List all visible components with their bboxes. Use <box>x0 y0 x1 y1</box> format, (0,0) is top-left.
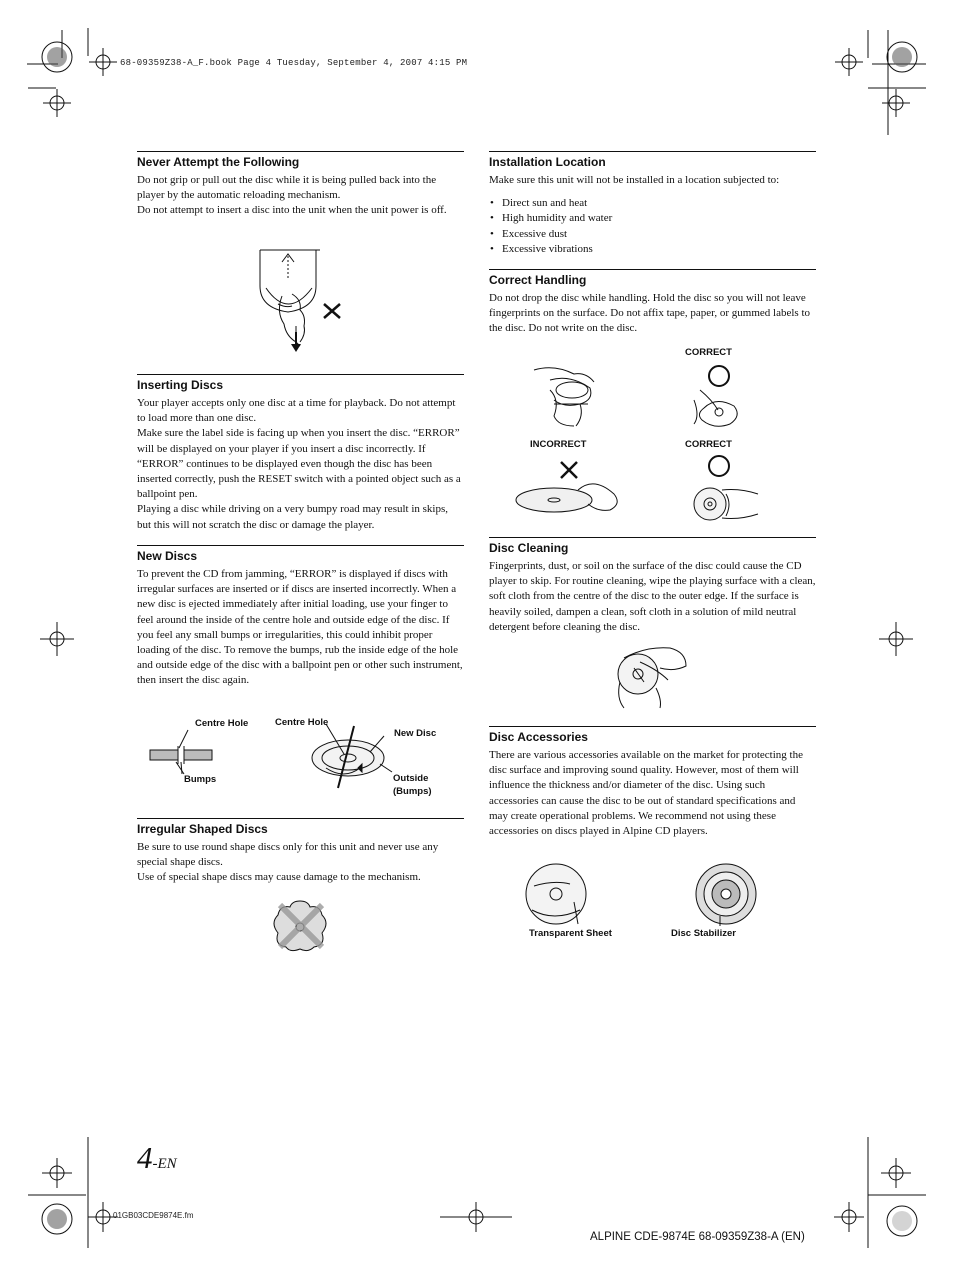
book-meta-header: 68-09359Z38-A_F.book Page 4 Tuesday, September 4, 2007 4:15 PM <box>120 58 468 68</box>
disc-accessories-title: Disc Accessories <box>489 726 816 744</box>
correct-handling-title: Correct Handling <box>489 269 816 287</box>
new-disc-diagram <box>148 722 408 792</box>
disc-accessories-body <box>489 748 816 839</box>
disc-pull-illustration <box>256 246 346 358</box>
never-attempt-body <box>137 173 464 219</box>
inserting-p1: Your player accepts only one disc at a time for playback. Do not attempt to load more than one disc. <box>137 397 456 425</box>
inserting-p2: Make sure the label side is facing up when you insert the disc. “ERROR” will be displayed on your player if you insert a disc incorrectly. If “ERROR” continues to be displayed even though the disc has been inserted correctly, push the RESET switch with a pointed object such as a ballpoint pen. <box>137 427 461 501</box>
disc-cleaning-body <box>489 559 816 635</box>
label-correct-2: CORRECT <box>685 439 732 450</box>
label-centre-hole-2: Centre Hole <box>275 717 329 728</box>
installation-body <box>489 173 816 257</box>
label-disc-stabilizer: Disc Stabilizer <box>671 928 736 939</box>
inserting-discs-body <box>137 396 464 533</box>
irregular-discs-title: Irregular Shaped Discs <box>137 818 464 836</box>
list-item: • High humidity and water <box>489 211 816 226</box>
new-discs-title: New Discs <box>137 545 464 563</box>
page-number <box>137 1140 177 1176</box>
installation-p1: Make sure this unit will not be installed in a location subjected to: <box>489 174 780 186</box>
irregular-p1: Be sure to use round shape discs only for this unit and never use any special shape discs. <box>137 841 439 869</box>
accessories-p1: There are various accessories available on the market for protecting the disc surface and improving sound quality. However, most of them will influence the thickness and/or diameter of the disc. Using such accessories can cause the disc to be out of standard specifications and may create operational problems. We recommend not using these accessories on discs played in Alpine CD players. <box>489 749 803 838</box>
page-number-suffix: -EN <box>152 1156 177 1172</box>
inserting-p3: Playing a disc while driving on a very bumpy road may result in skips, but this will not scratch the disc or damage the player. <box>137 503 449 531</box>
label-incorrect: INCORRECT <box>530 439 587 450</box>
label-centre-hole-1: Centre Hole <box>195 718 249 729</box>
label-new-disc: New Disc <box>394 728 437 739</box>
handling-p1: Do not drop the disc while handling. Hold the disc so you will not leave fingerprints on the surface. Do not affix tape, paper, or gummed labels to the disc. Do not write on the disc. <box>489 292 811 335</box>
disc-cleaning-illustration <box>610 642 690 712</box>
label-correct-1: CORRECT <box>685 347 732 358</box>
irregular-discs-body <box>137 840 464 886</box>
never-attempt-title: Never Attempt the Following <box>137 151 464 169</box>
installation-title: Installation Location <box>489 151 816 169</box>
never-attempt-p2: Do not attempt to insert a disc into the unit when the unit power is off. <box>137 204 447 217</box>
irregular-disc-illustration <box>270 897 330 953</box>
label-outside: Outside <box>393 773 429 784</box>
new-discs-body <box>137 567 464 689</box>
list-item: • Excessive dust <box>489 227 816 242</box>
label-outside-bumps: (Bumps) <box>393 786 432 797</box>
label-transparent-sheet: Transparent Sheet <box>529 928 612 939</box>
disc-accessories-illustrations <box>524 866 764 926</box>
list-item: • Excessive vibrations <box>489 242 816 257</box>
installation-bullets <box>489 196 816 257</box>
new-discs-p1: To prevent the CD from jamming, “ERROR” is displayed if discs with irregular surfaces are inserted or if discs are inserted incorrectly. When a new disc is ejected immediately after initial loading, use your finger to feel around the inside of the centre hole and outside edge of the disc. If you feel any small bumps or irregularities, this could inhibit proper loading of the disc. To remove the bumps, rub the inside edge of the hole and outside edge of the disc with a ballpoint pen or other such instrument, then insert the disc again. <box>137 568 463 687</box>
list-item: • Direct sun and heat <box>489 196 816 211</box>
never-attempt-p1: Do not grip or pull out the disc while it is being pulled back into the player by the automatic reloading mechanism. <box>137 174 437 202</box>
page-number-value: 4 <box>137 1140 153 1175</box>
footer-model: ALPINE CDE-9874E 68-09359Z38-A (EN) <box>590 1231 805 1243</box>
label-bumps: Bumps <box>184 774 217 785</box>
inserting-discs-title: Inserting Discs <box>137 374 464 392</box>
irregular-p2: Use of special shape discs may cause damage to the mechanism. <box>137 871 421 884</box>
footer-filename: 01GB03CDE9874E.fm <box>113 1211 194 1220</box>
handling-illustrations <box>514 360 754 520</box>
correct-handling-body <box>489 291 816 337</box>
disc-cleaning-title: Disc Cleaning <box>489 537 816 555</box>
cleaning-p1: Fingerprints, dust, or soil on the surface of the disc could cause the CD player to skip. For routine cleaning, wipe the playing surface with a clean, soft cloth from the centre of the disc to the outer edge. If the surface is heavily soiled, dampen a clean, soft cloth in a solution of mild neutral detergent before cleaning the disc. <box>489 560 816 633</box>
